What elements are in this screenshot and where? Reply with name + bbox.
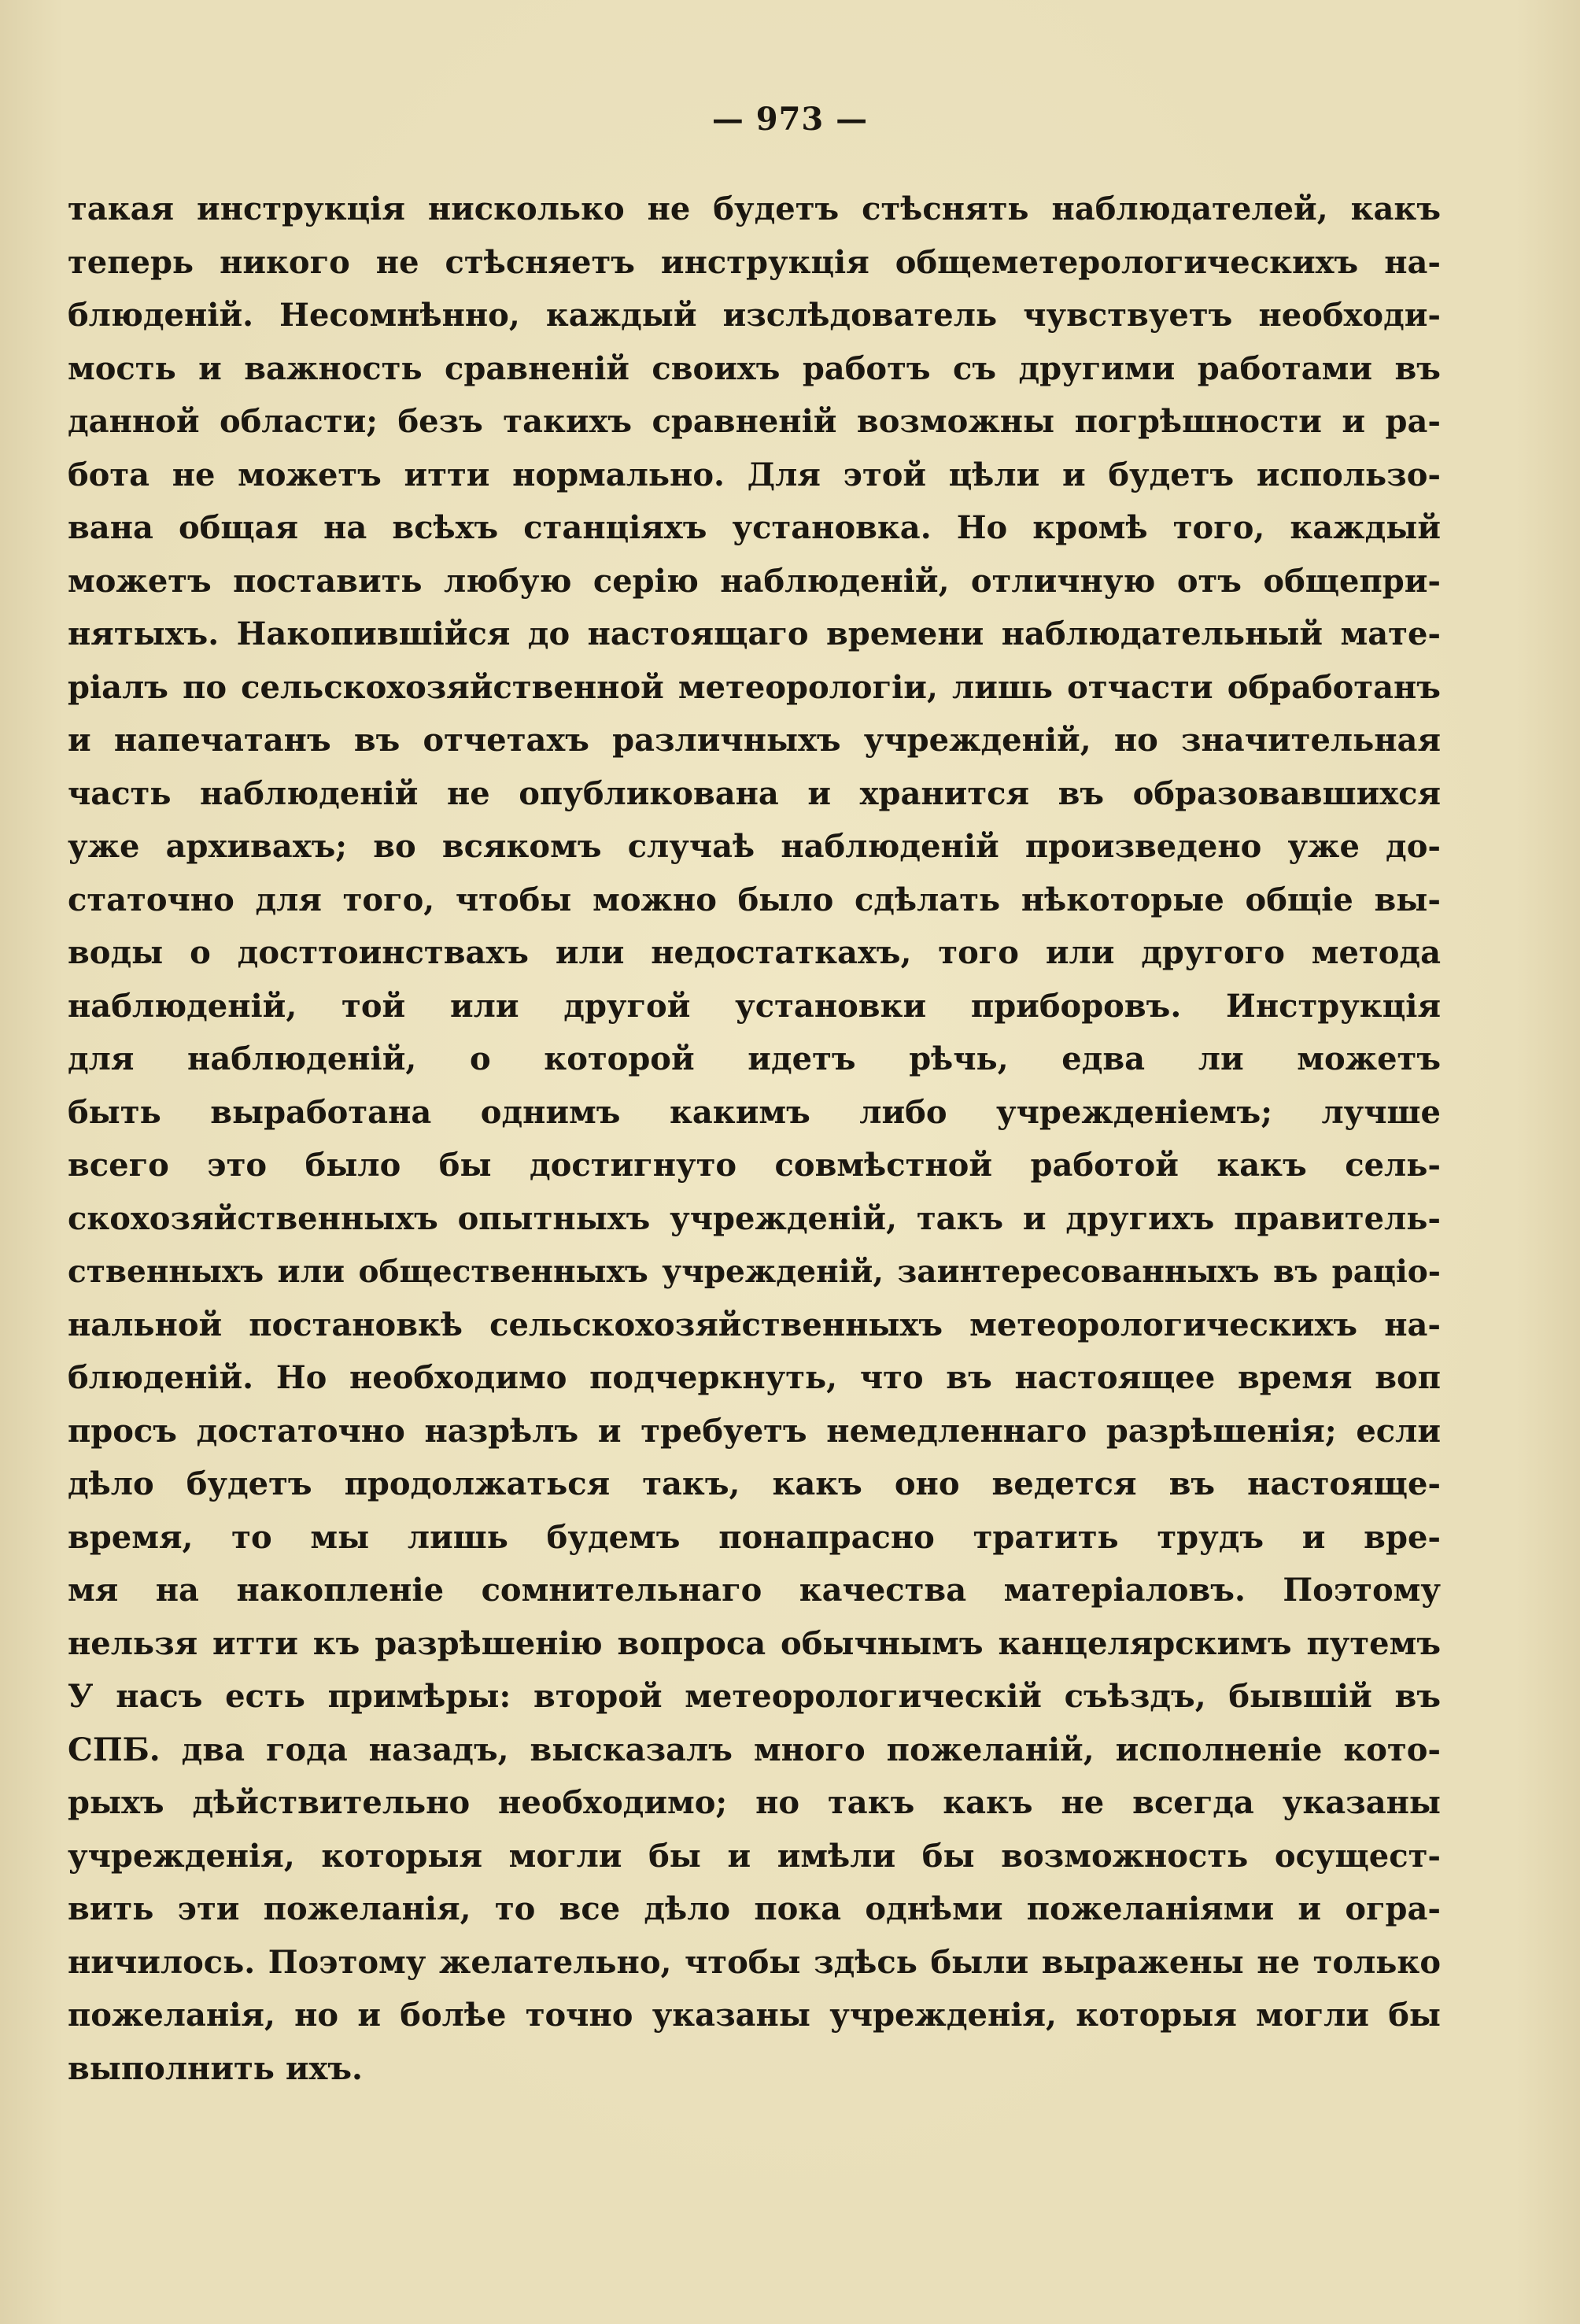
text-line: ріалъ по сельскохозяйственной метеорологіи, лишь отчасти обработанъ [68,668,1441,706]
text-line: пожеланія, но и болѣе точно указаны учрежденія, которыя могли бы [68,1997,1441,2034]
text-line: блюденій. Но необходимо подчеркнуть, что въ настоящее время воп [68,1359,1441,1396]
text-line: быть выработана однимъ какимъ либо учрежденіемъ; лучше [68,1093,1441,1131]
text-line: дѣло будетъ продолжаться такъ, какъ оно ведется въ настояще- [68,1465,1441,1502]
text-line: ничилось. Поэтому желательно, чтобы здѣсь были выражены не только [68,1943,1441,1981]
text-line: нальной постановкѣ сельскохозяйственныхъ метеорологическихъ на- [68,1306,1441,1343]
text-line: вить эти пожеланія, то все дѣло пока однѣми пожеланіями и огра- [68,1890,1441,1927]
text-line: часть наблюденій не опубликована и хранится въ образовавшихся [68,774,1441,812]
text-line: мость и важность сравненій своихъ работъ съ другими работами въ [68,349,1441,387]
text-line: нятыхъ. Накопившійся до настоящаго времени наблюдательный мате- [68,615,1441,652]
text-line: для наблюденій, о которой идетъ рѣчь, едва ли можетъ [68,1040,1441,1077]
page-number: — 973 — [711,101,869,138]
text-line: время, то мы лишь будемъ понапрасно тратить трудъ и вре- [68,1518,1441,1556]
body-text [68,183,1441,2095]
text-line: уже архивахъ; во всякомъ случаѣ наблюденій произведено уже до- [68,828,1441,865]
text-line: скохозяйственныхъ опытныхъ учрежденій, такъ и другихъ правитель- [68,1199,1441,1237]
text-line: данной области; безъ такихъ сравненій возможны погрѣшности и ра- [68,403,1441,440]
text-line: просъ достаточно назрѣлъ и требуетъ немедленнаго разрѣшенія; если [68,1412,1441,1450]
text-line: вана общая на всѣхъ станціяхъ установка. Но кромѣ того, каждый [68,509,1441,546]
text-line: рыхъ дѣйствительно необходимо; но такъ какъ не всегда указаны [68,1784,1441,1821]
text-line: У насъ есть примѣры: второй метеорологическій съѣздъ, бывшій въ [68,1678,1441,1715]
text-line: воды о досттоинствахъ или недостаткахъ, того или другого метода [68,934,1441,971]
text-line: блюденій. Несомнѣнно, каждый изслѣдователь чувствуетъ необходи- [68,297,1441,334]
text-line: бота не можетъ итти нормально. Для этой цѣли и будетъ использо- [68,456,1441,493]
text-line: нельзя итти къ разрѣшенію вопроса обычнымъ канцелярскимъ путемъ [68,1624,1441,1662]
text-line: такая инструкція нисколько не будетъ стѣснять наблюдателей, какъ [68,190,1441,227]
text-line: и напечатанъ въ отчетахъ различныхъ учрежденій, но значительная [68,722,1441,759]
text-line: теперь никого не стѣсняетъ инструкція общеметерологическихъ на- [68,243,1441,281]
text-line: СПБ. два года назадъ, высказалъ много пожеланій, исполненіе кото- [68,1731,1441,1768]
text-line: всего это было бы достигнуто совмѣстной работой какъ сель- [68,1147,1441,1184]
text-line: статочно для того, чтобы можно было сдѣлать нѣкоторые общіе вы- [68,881,1441,918]
text-line: ственныхъ или общественныхъ учрежденій, заинтересованныхъ въ раціо- [68,1254,1441,1290]
text-line: выполнить ихъ. [68,2049,363,2087]
text-line: можетъ поставить любую серію наблюденій, отличную отъ общепри- [68,562,1441,600]
text-line: наблюденій, той или другой установки приборовъ. Инструкція [68,987,1441,1025]
text-line: учрежденія, которыя могли бы и имѣли бы возможность осущест- [68,1837,1441,1875]
text-line: мя на накопленіе сомнительнаго качества матеріаловъ. Поэтому [68,1572,1441,1609]
